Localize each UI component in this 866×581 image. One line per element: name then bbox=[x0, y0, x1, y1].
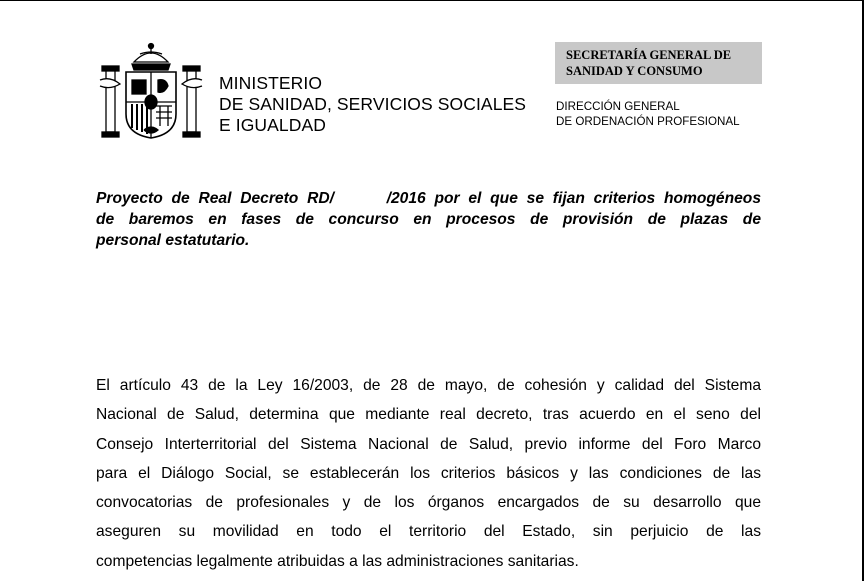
ministry-line: E IGUALDAD bbox=[219, 115, 326, 135]
ministry-line: DE SANIDAD, SERVICIOS SOCIALES bbox=[219, 94, 527, 114]
paragraph-line: Consejo Interterritorial del Sistema Nacional de Salud, previo informe del Foro Marco bbox=[96, 435, 761, 453]
body-paragraph bbox=[96, 371, 761, 576]
title-line: de baremos en fases de concurso en procesos de provisión de plazas de bbox=[96, 211, 761, 228]
title-line: personal estatutario. bbox=[96, 232, 250, 249]
paragraph-line: convocatorias de profesionales y de los órganos encargados de su desarrollo que bbox=[96, 494, 761, 512]
direccion-line: DIRECCIÓN GENERAL bbox=[556, 100, 680, 113]
title-line: Proyecto de Real Decreto RD/ /2016 por el que se fijan criterios homogéneos bbox=[96, 190, 761, 207]
paragraph-line: El artículo 43 de la Ley 16/2003, de 28 de mayo, de cohesión y calidad del Sistema bbox=[96, 377, 761, 394]
direccion-general bbox=[556, 100, 740, 129]
ministry-line: MINISTERIO bbox=[219, 73, 323, 93]
ministry-name bbox=[219, 73, 526, 136]
direccion-line: DE ORDENACIÓN PROFESIONAL bbox=[556, 114, 740, 128]
paragraph-line: competencias legalmente atribuidas a las administraciones sanitarias. bbox=[96, 552, 579, 570]
spanish-coat-of-arms-icon bbox=[96, 40, 206, 142]
secretaria-line: SANIDAD Y CONSUMO bbox=[566, 64, 703, 78]
secretaria-general-box bbox=[555, 42, 762, 84]
paragraph-line: Nacional de Salud, determina que mediante real decreto, tras acuerdo en el seno del bbox=[96, 406, 761, 424]
paragraph-line: aseguren su movilidad en todo el territorio del Estado, sin perjuicio de las bbox=[96, 523, 761, 541]
document-title bbox=[96, 188, 761, 251]
paragraph-line: para el Diálogo Social, se establecerán los criterios básicos y las condiciones de las bbox=[96, 464, 761, 482]
secretaria-line: SECRETARÍA GENERAL DE bbox=[566, 48, 732, 62]
